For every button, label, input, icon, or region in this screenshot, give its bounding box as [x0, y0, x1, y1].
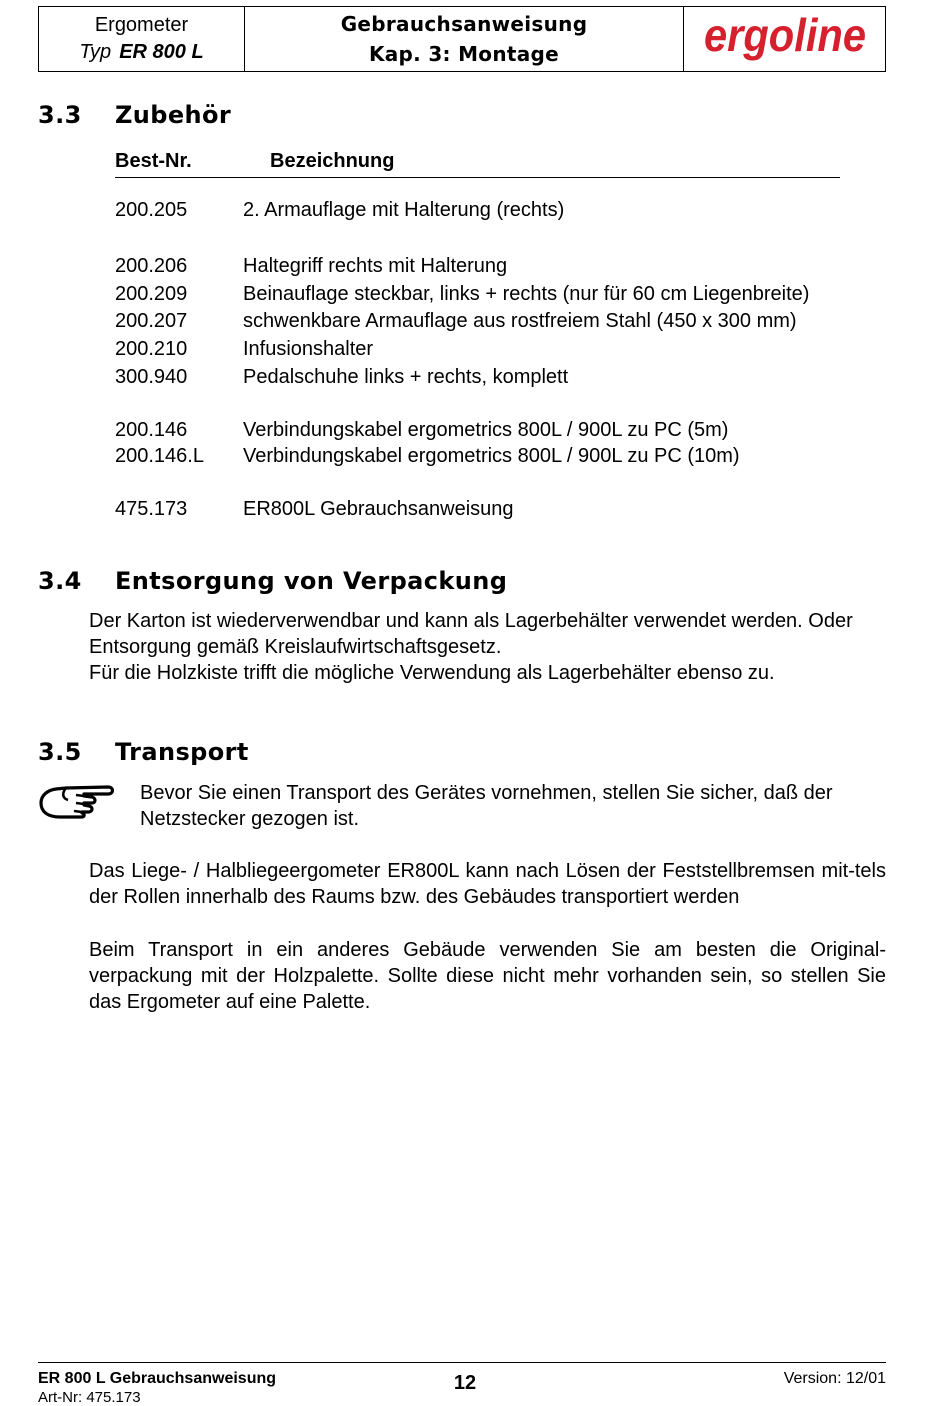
section-heading-zubehoer	[38, 101, 231, 129]
paragraph: Für die Holzkiste trifft die mögliche Verwendung als Lagerbehälter ebenso zu.	[89, 662, 775, 684]
page-header	[38, 6, 886, 72]
section-number: 3.4	[38, 567, 82, 595]
item-description: 2. Armauflage mit Halterung (rechts)	[243, 199, 565, 221]
order-number: 475.173	[115, 498, 188, 520]
header-type-model: ER 800 L	[119, 41, 204, 63]
safety-note: Bevor Sie einen Transport des Gerätes vornehmen, stellen Sie sicher, daß der Netzstecker gezogen ist.	[140, 782, 833, 830]
section-number: 3.3	[38, 101, 82, 129]
accessory-row	[115, 310, 797, 333]
ergoline-logo	[700, 11, 870, 67]
accessory-row	[115, 199, 564, 222]
accessory-row	[115, 283, 809, 306]
column-header-bezeichnung: Bezeichnung	[270, 150, 395, 172]
section-heading-transport	[38, 738, 249, 766]
section-title: Zubehör	[115, 101, 232, 129]
item-description: Infusionshalter	[243, 338, 374, 360]
item-description: Verbindungskabel ergometrics 800L / 900L zu PC (5m)	[243, 419, 729, 441]
section-number: 3.5	[38, 738, 82, 766]
footer-version: Version: 12/01	[783, 1370, 886, 1387]
page-number: 12	[453, 1372, 477, 1394]
column-header-best-nr: Best-Nr.	[115, 150, 192, 172]
footer-rule	[38, 1362, 886, 1363]
order-number: 200.146	[115, 419, 188, 441]
accessory-row	[115, 419, 728, 442]
paragraph: Beim Transport in ein anderes Gebäude verwenden Sie am besten die Original-verpackung mit der Holzpalette. Sollte diese nicht mehr vorhanden sein, so stellen Sie das Ergometer auf eine Palette.	[89, 939, 886, 1013]
section-title: Entsorgung von Verpackung	[115, 567, 508, 595]
item-description: Haltegriff rechts mit Halterung	[243, 255, 508, 277]
logo-wordmark: ergoline	[703, 11, 866, 61]
footer-art-nr: Art-Nr: 475.173	[38, 1389, 141, 1406]
order-number: 200.146.L	[115, 445, 204, 467]
order-number: 200.207	[115, 310, 188, 332]
item-description: Verbindungskabel ergometrics 800L / 900L zu PC (10m)	[243, 445, 740, 467]
accessory-row	[115, 498, 514, 521]
header-logo-box	[684, 7, 885, 71]
order-number: 200.210	[115, 338, 188, 360]
header-type-label: Typ	[79, 41, 112, 63]
item-description: ER800L Gebrauchsanweisung	[243, 498, 514, 520]
footer-doc-name: ER 800 L Gebrauchsanweisung	[38, 1370, 277, 1387]
accessory-row	[115, 255, 507, 278]
section-heading-entsorgung	[38, 567, 507, 595]
order-number: 200.206	[115, 255, 188, 277]
paragraph: Das Liege- / Halbliegeergometer ER800L kann nach Lösen der Feststellbremsen mit-tels der Rollen innerhalb des Raums bzw. des Gebäudes transportiert werden	[89, 860, 886, 908]
section-title: Transport	[115, 738, 249, 766]
header-product: Ergometer	[94, 14, 189, 36]
header-title-box	[245, 7, 684, 71]
accessory-row	[115, 366, 568, 389]
table-header-rule	[115, 177, 840, 178]
header-chapter: Kap. 3: Montage	[368, 42, 560, 66]
item-description: Beinauflage steckbar, links + rechts (nur für 60 cm Liegenbreite)	[243, 283, 810, 305]
header-doc-title: Gebrauchsanweisung	[340, 12, 588, 36]
order-number: 300.940	[115, 366, 188, 388]
item-description: schwenkbare Armauflage aus rostfreiem Stahl (450 x 300 mm)	[243, 310, 797, 332]
header-type	[39, 38, 244, 66]
header-product-box	[39, 7, 245, 71]
pointing-hand-icon	[38, 781, 114, 819]
accessory-row	[115, 445, 740, 468]
paragraph: Der Karton ist wiederverwendbar und kann als Lagerbehälter verwendet werden. Oder Entsorgung gemäß Kreislaufwirtschaftsgesetz.	[89, 610, 853, 658]
accessory-row	[115, 338, 373, 361]
item-description: Pedalschuhe links + rechts, komplett	[243, 366, 569, 388]
order-number: 200.209	[115, 283, 188, 305]
order-number: 200.205	[115, 199, 188, 221]
